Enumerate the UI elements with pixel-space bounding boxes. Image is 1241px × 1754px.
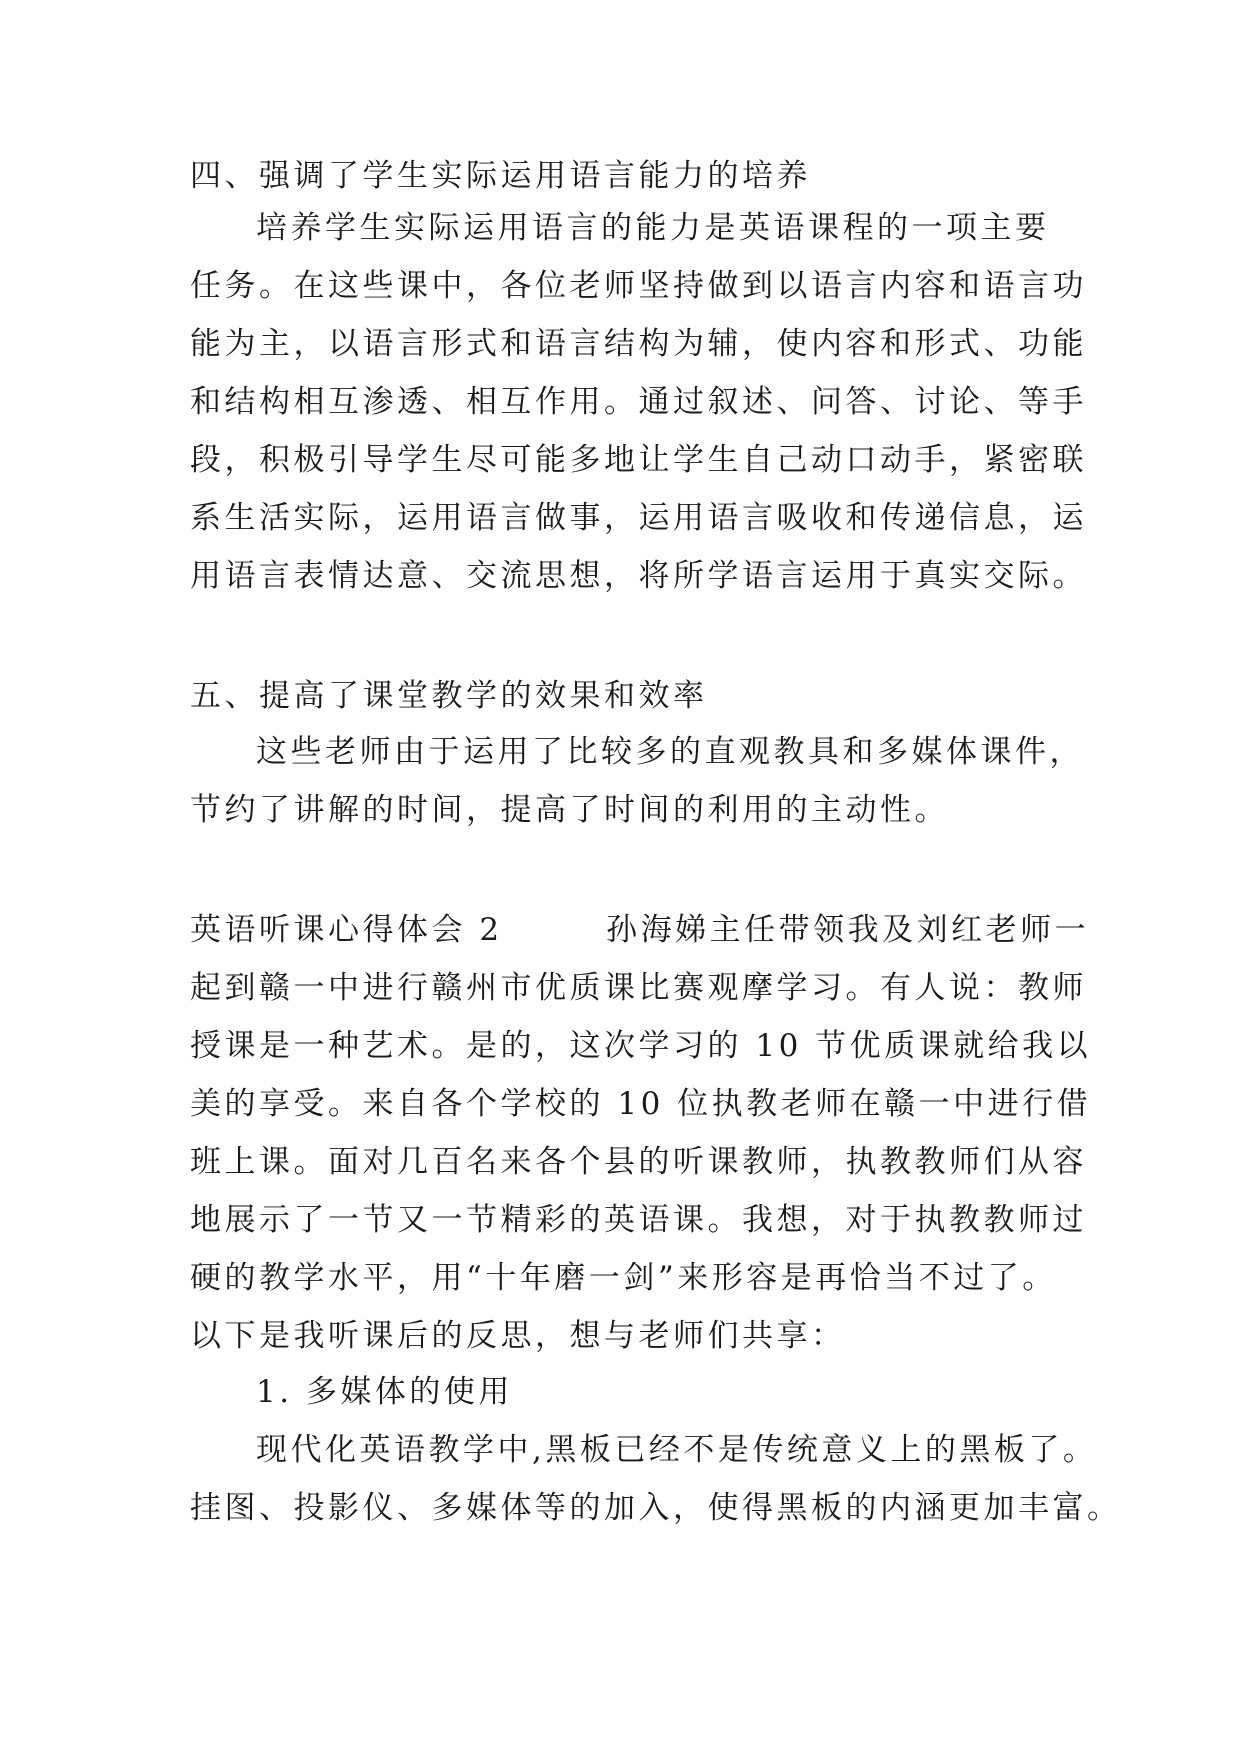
paragraph-line: 硬的教学水平，用“十年磨一剑”来形容是再恰当不过了。 xyxy=(190,1260,1057,1296)
paragraph-line: 班上课。面对几百名来各个县的听课教师，执教教师们从容 xyxy=(190,1144,1087,1180)
section4-heading: 四、强调了学生实际运用语言能力的培养 xyxy=(190,158,811,194)
paragraph-line: 任务。在这些课中，各位老师坚持做到以语言内容和语言功 xyxy=(190,268,1087,304)
paragraph-line: 以下是我听课后的反思，想与老师们共享： xyxy=(190,1318,846,1354)
paragraph-line: 系生活实际，运用语言做事，运用语言吸收和传递信息，运 xyxy=(190,500,1087,536)
paragraph-line: 起到赣一中进行赣州市优质课比赛观摩学习。有人说：教师 xyxy=(190,970,1087,1006)
subheading: 1. 多媒体的使用 xyxy=(256,1374,513,1410)
paragraph-line: 培养学生实际运用语言的能力是英语课程的一项主要 xyxy=(256,210,1050,246)
article2-title-line: 英语听课心得体会 2 孙海娣主任带领我及刘红老师一 xyxy=(190,912,1090,948)
paragraph-line: 这些老师由于运用了比较多的直观教具和多媒体课件， xyxy=(256,734,1084,770)
paragraph-line: 段，积极引导学生尽可能多地让学生自己动口动手，紧密联 xyxy=(190,442,1087,478)
paragraph-line: 能为主，以语言形式和语言结构为辅，使内容和形式、功能 xyxy=(190,326,1087,362)
paragraph-line: 授课是一种艺术。是的，这次学习的 10 节优质课就给我以 xyxy=(190,1028,1092,1064)
paragraph-line: 用语言表情达意、交流思想，将所学语言运用于真实交际。 xyxy=(190,558,1087,594)
paragraph-line: 地展示了一节又一节精彩的英语课。我想，对于执教教师过 xyxy=(190,1202,1087,1238)
paragraph-line: 美的享受。来自各个学校的 10 位执教老师在赣一中进行借 xyxy=(190,1086,1092,1122)
paragraph-line: 挂图、投影仪、多媒体等的加入，使得黑板的内涵更加丰富。 xyxy=(190,1490,1122,1526)
paragraph-line: 和结构相互渗透、相互作用。通过叙述、问答、讨论、等手 xyxy=(190,384,1087,420)
section5-heading: 五、提高了课堂教学的效果和效率 xyxy=(190,678,708,714)
paragraph-line: 现代化英语教学中,黑板已经不是传统意义上的黑板了。 xyxy=(256,1432,1098,1468)
paragraph-line: 节约了讲解的时间，提高了时间的利用的主动性。 xyxy=(190,792,949,828)
